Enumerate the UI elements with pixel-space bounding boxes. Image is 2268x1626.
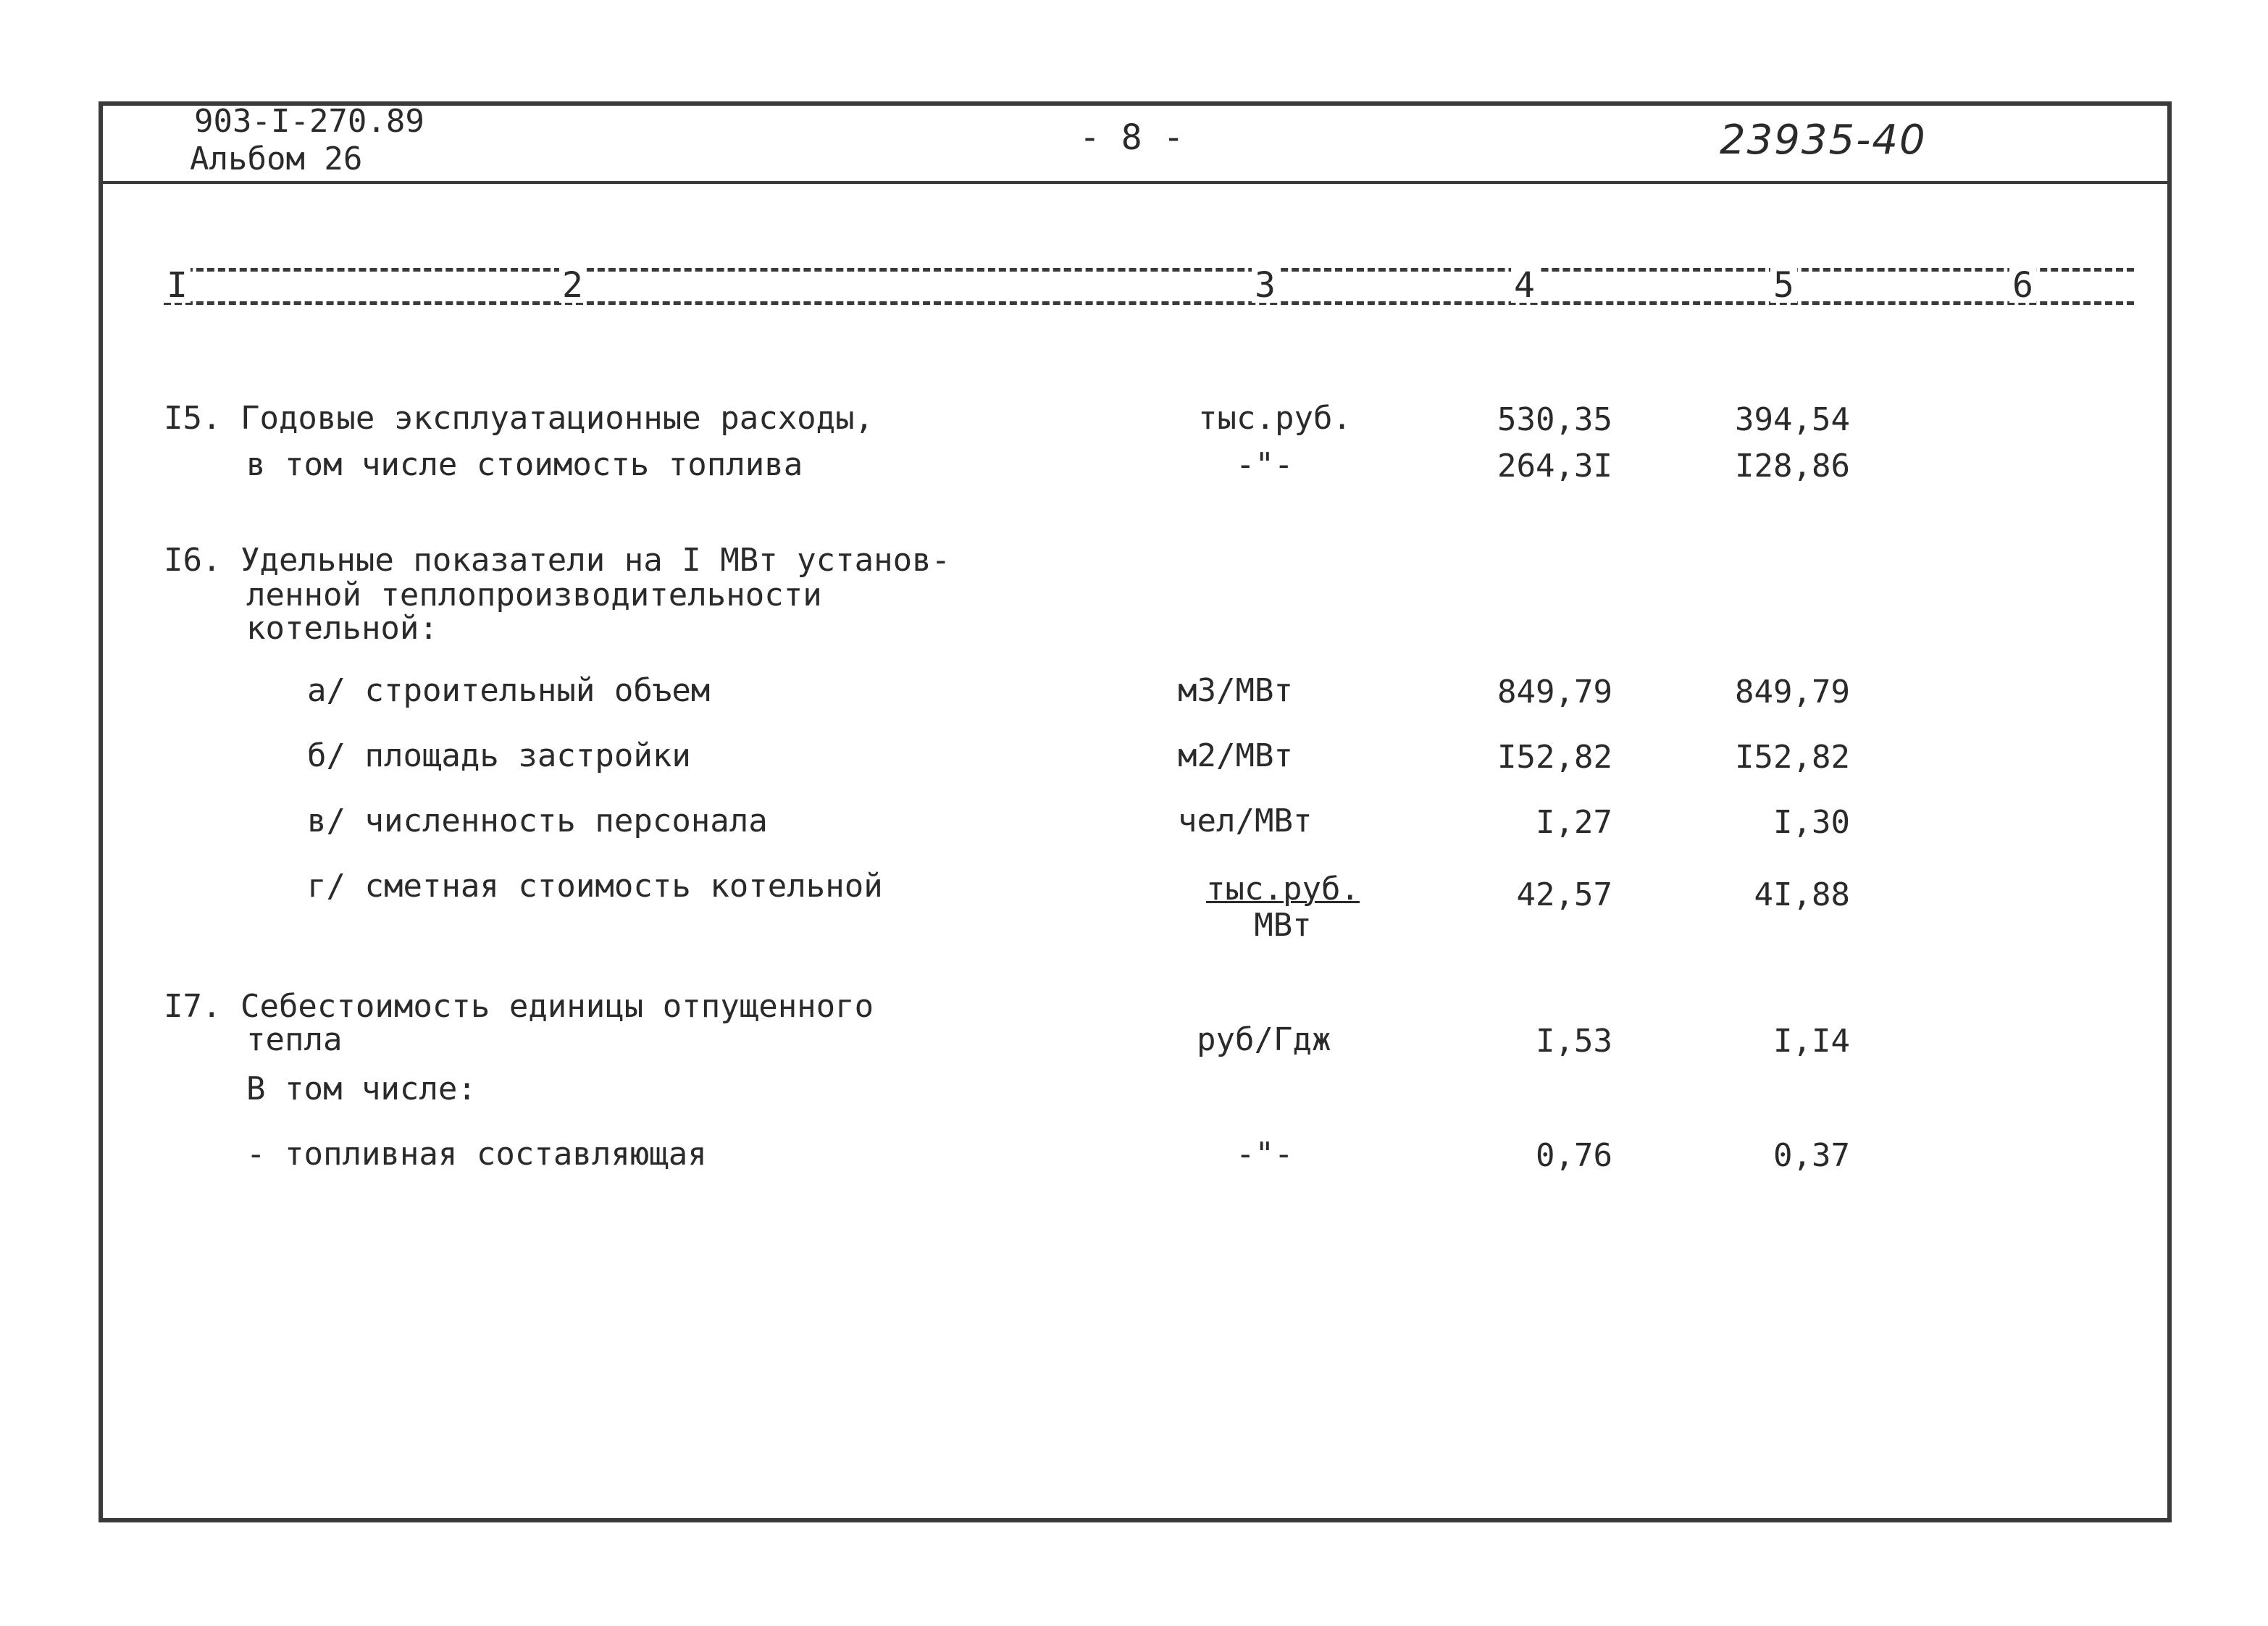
page-number: - 8 - [1079, 117, 1184, 158]
row-16d-label: г/ сметная стоимость котельной [307, 868, 883, 905]
row-16a-unit: м3/МВт [1178, 672, 1293, 709]
row-16d-value-col5: 4I,88 [1754, 876, 1850, 913]
row-16d-unit-denominator: МВт [1254, 907, 1312, 944]
row-15-value-col4: 530,35 [1497, 401, 1612, 438]
row-16c-value-col4: I,27 [1536, 804, 1612, 841]
column-number-5: 5 [1770, 268, 1797, 303]
column-number-2: 2 [559, 268, 586, 303]
row-16b-label: б/ площадь застройки [307, 737, 691, 774]
row-17-label-line1: I7. Себестоимость единицы отпущенного [164, 988, 874, 1025]
doc-number: 23935-40 [1720, 117, 1927, 164]
row-17-value-col5: I,I4 [1773, 1023, 1850, 1060]
row-17b-value-col4: 0,76 [1536, 1137, 1612, 1174]
row-15a-label: в том числе стоимость топлива [246, 446, 803, 483]
row-17b-unit: -"- [1236, 1136, 1294, 1173]
row-17b-label: - топливная составляющая [246, 1136, 707, 1173]
row-16-label-line3: котельной: [246, 610, 438, 647]
column-number-6: 6 [2009, 268, 2036, 303]
row-15a-value-col5: I28,86 [1735, 448, 1850, 485]
row-17-unit: руб/Гдж [1197, 1021, 1331, 1058]
row-16b-value-col4: I52,82 [1497, 739, 1612, 776]
row-16a-value-col4: 849,79 [1497, 674, 1612, 711]
header-divider [99, 181, 2172, 184]
row-15a-unit: -"- [1236, 446, 1294, 483]
row-17a-label: В том числе: [246, 1070, 477, 1107]
row-15-unit: тыс.руб. [1198, 400, 1352, 437]
column-number-4: 4 [1511, 268, 1538, 303]
row-16c-unit: чел/МВт [1178, 802, 1313, 839]
column-number-1: I [164, 268, 191, 303]
row-16-label-line2: ленной теплопроизводительности [246, 577, 822, 613]
row-16c-value-col5: I,30 [1773, 804, 1850, 841]
column-dash-line-top [164, 268, 2134, 272]
row-16d-value-col4: 42,57 [1516, 876, 1612, 913]
column-number-3: 3 [1252, 268, 1279, 303]
row-16b-unit: м2/МВт [1178, 737, 1293, 774]
row-16b-value-col5: I52,82 [1735, 739, 1850, 776]
row-17b-value-col5: 0,37 [1773, 1137, 1850, 1174]
row-17-label-line2: тепла [246, 1021, 343, 1058]
row-15-label: I5. Годовые эксплуатационные расходы, [164, 400, 874, 437]
album-label: Альбом 26 [190, 141, 363, 177]
column-dash-line-bottom [164, 301, 2134, 305]
row-16-label-line1: I6. Удельные показатели на I МВт установ- [164, 542, 951, 579]
row-15a-value-col4: 264,3I [1497, 448, 1612, 485]
row-16c-label: в/ численность персонала [307, 802, 768, 839]
row-16a-label: а/ строительный объем [307, 672, 711, 709]
row-17-value-col4: I,53 [1536, 1023, 1612, 1060]
row-16d-unit-numerator: тыс.руб. [1206, 871, 1360, 908]
doc-code: 903-I-270.89 [194, 103, 424, 140]
row-16a-value-col5: 849,79 [1735, 674, 1850, 711]
row-15-value-col5: 394,54 [1735, 401, 1850, 438]
row-16d-unit [1192, 873, 1373, 942]
